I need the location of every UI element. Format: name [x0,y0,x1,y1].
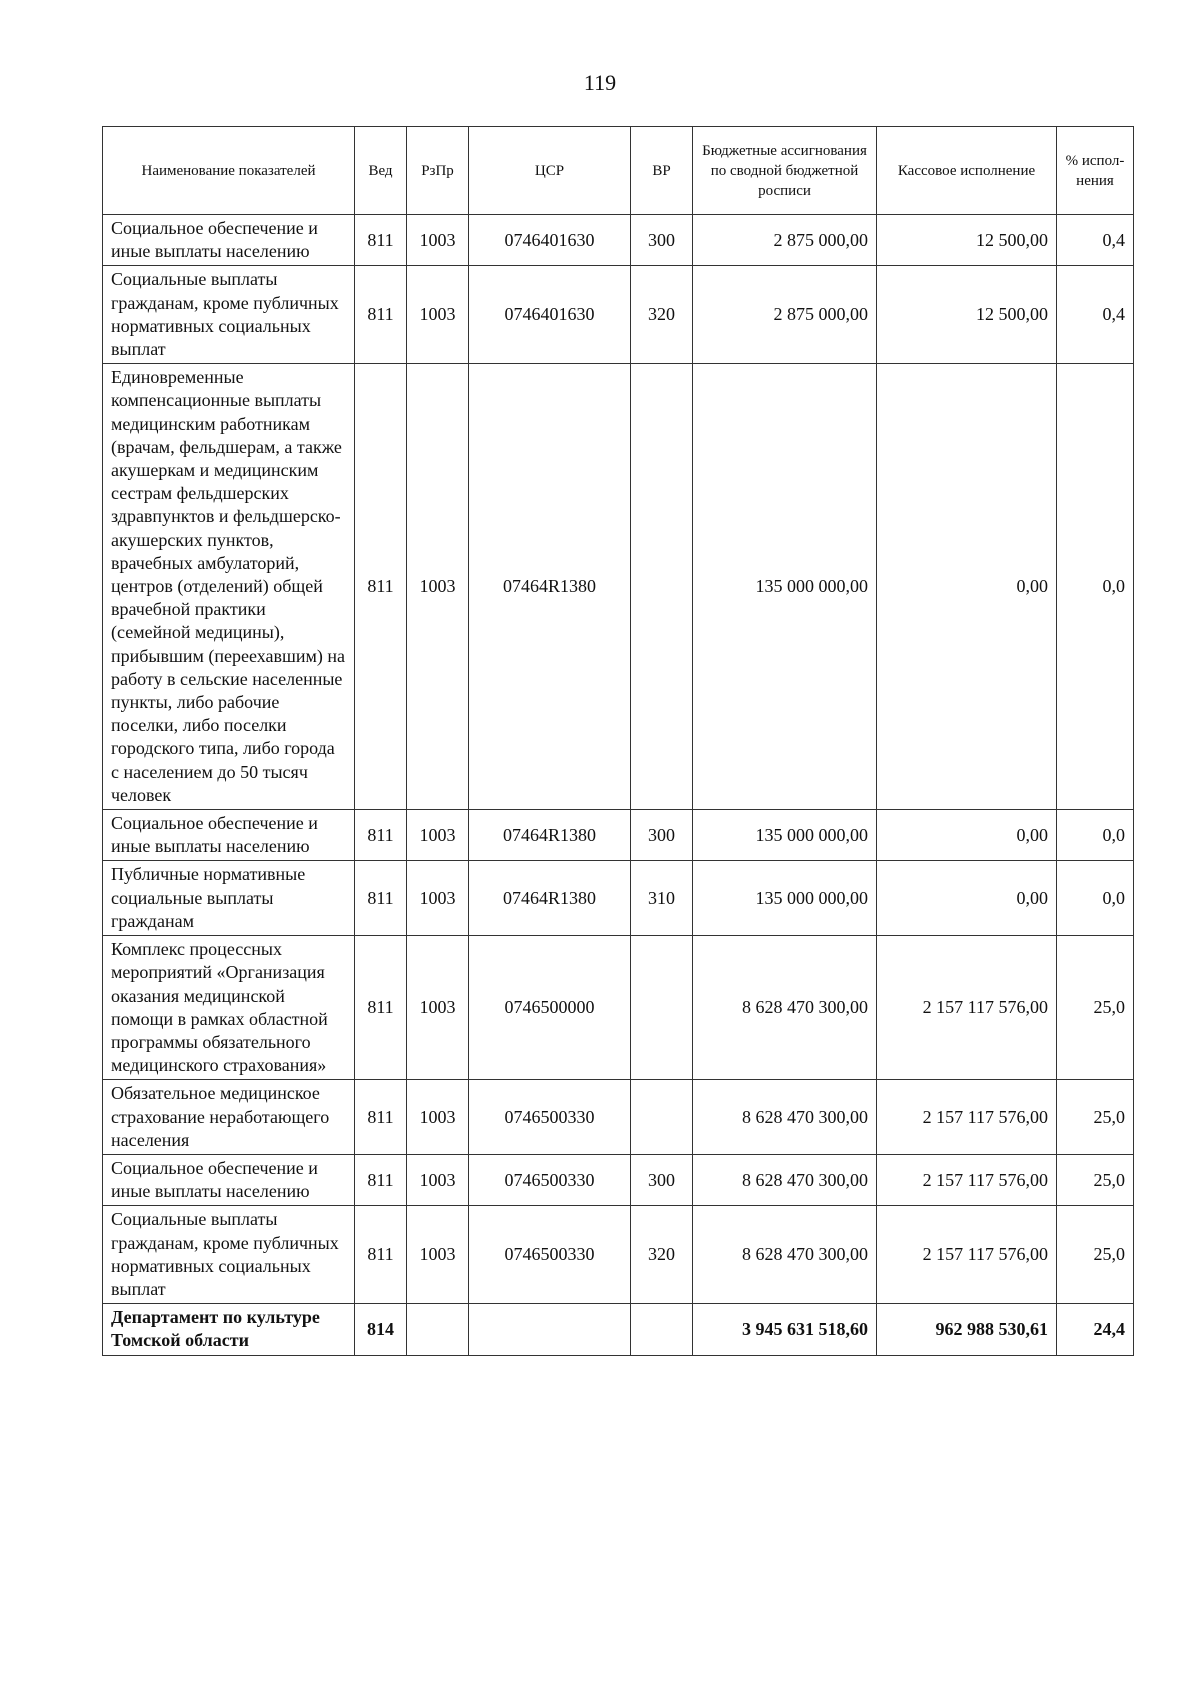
cell-ved: 811 [355,1080,407,1155]
cell-name: Социальное обеспечение и иные выплаты населению [103,1154,355,1205]
table-row [103,215,1134,266]
col-header-ved: Вед [355,127,407,215]
cell-cash-execution: 2 157 117 576,00 [877,1080,1057,1155]
cell-ved: 811 [355,936,407,1080]
cell-assignments: 2 875 000,00 [693,215,877,266]
col-header-rzpr: РзПр [407,127,469,215]
cell-cash-execution: 0,00 [877,364,1057,810]
cell-percent: 0,0 [1057,364,1134,810]
cell-ved: 811 [355,861,407,936]
table-row [103,936,1134,1080]
cell-percent: 25,0 [1057,1206,1134,1304]
cell-ved: 814 [355,1304,407,1355]
cell-assignments: 135 000 000,00 [693,861,877,936]
cell-percent: 0,4 [1057,266,1134,364]
cell-csr [469,1304,631,1355]
cell-vr [631,1080,693,1155]
cell-name: Единовременные компенсационные выплаты медицинским работникам (врачам, фельдшерам, а также акушеркам и медицинским сестрам фельдшерских здравпунктов и фельдшерско-акушерских пунктов, врачебных амбулаторий, центров (отделений) общей врачебной практики (семейной медицины), прибывшим (переехавшим) на работу в сельские населенные пункты, либо рабочие поселки, либо поселки городского типа, либо города с населением до 50 тысяч человек [103,364,355,810]
cell-rzpr [407,1304,469,1355]
cell-vr: 310 [631,861,693,936]
cell-assignments: 8 628 470 300,00 [693,936,877,1080]
cell-rzpr: 1003 [407,810,469,861]
cell-csr: 0746401630 [469,266,631,364]
cell-vr [631,364,693,810]
cell-cash-execution: 2 157 117 576,00 [877,1154,1057,1205]
cell-name: Комплекс процессных мероприятий «Организация оказания медицинской помощи в рамках областной программы обязательного медицинского страхования» [103,936,355,1080]
cell-cash-execution: 962 988 530,61 [877,1304,1057,1355]
cell-assignments: 8 628 470 300,00 [693,1080,877,1155]
cell-csr: 07464R1380 [469,861,631,936]
cell-assignments: 135 000 000,00 [693,364,877,810]
cell-cash-execution: 2 157 117 576,00 [877,936,1057,1080]
cell-vr [631,936,693,1080]
cell-rzpr: 1003 [407,215,469,266]
cell-ved: 811 [355,1154,407,1205]
cell-rzpr: 1003 [407,861,469,936]
cell-csr: 0746500330 [469,1080,631,1155]
cell-percent: 25,0 [1057,1080,1134,1155]
cell-rzpr: 1003 [407,266,469,364]
cell-csr: 0746500330 [469,1206,631,1304]
cell-vr: 300 [631,215,693,266]
cell-csr: 0746500330 [469,1154,631,1205]
table-row [103,364,1134,810]
col-header-name: Наименование показателей [103,127,355,215]
cell-rzpr: 1003 [407,1154,469,1205]
cell-assignments: 3 945 631 518,60 [693,1304,877,1355]
cell-vr: 300 [631,1154,693,1205]
cell-cash-execution: 2 157 117 576,00 [877,1206,1057,1304]
cell-cash-execution: 0,00 [877,810,1057,861]
cell-ved: 811 [355,810,407,861]
cell-csr: 07464R1380 [469,810,631,861]
cell-vr: 320 [631,266,693,364]
cell-cash-execution: 0,00 [877,861,1057,936]
cell-vr: 300 [631,810,693,861]
cell-vr [631,1304,693,1355]
cell-ved: 811 [355,364,407,810]
cell-rzpr: 1003 [407,364,469,810]
cell-rzpr: 1003 [407,1206,469,1304]
table-row [103,1154,1134,1205]
cell-rzpr: 1003 [407,1080,469,1155]
cell-rzpr: 1003 [407,936,469,1080]
table-row [103,1080,1134,1155]
cell-name: Социальные выплаты гражданам, кроме публичных нормативных социальных выплат [103,266,355,364]
cell-vr: 320 [631,1206,693,1304]
cell-name: Публичные нормативные социальные выплаты гражданам [103,861,355,936]
cell-percent: 0,0 [1057,861,1134,936]
cell-percent: 0,4 [1057,215,1134,266]
budget-execution-table [102,126,1134,1356]
table-row [103,861,1134,936]
cell-name: Социальное обеспечение и иные выплаты населению [103,215,355,266]
cell-percent: 0,0 [1057,810,1134,861]
cell-ved: 811 [355,266,407,364]
cell-assignments: 135 000 000,00 [693,810,877,861]
col-header-cash-execution: Кассовое исполнение [877,127,1057,215]
cell-assignments: 8 628 470 300,00 [693,1206,877,1304]
cell-cash-execution: 12 500,00 [877,266,1057,364]
col-header-csr: ЦСР [469,127,631,215]
page-number: 119 [583,70,617,95]
col-header-percent: % испол-нения [1057,127,1134,215]
cell-percent: 24,4 [1057,1304,1134,1355]
cell-name: Департамент по культуре Томской области [103,1304,355,1355]
col-header-assignments: Бюджетные ассигнования по сводной бюджетной росписи [693,127,877,215]
col-header-vr: ВР [631,127,693,215]
table-row [103,810,1134,861]
cell-name: Социальные выплаты гражданам, кроме публичных нормативных социальных выплат [103,1206,355,1304]
cell-ved: 811 [355,1206,407,1304]
cell-name: Социальное обеспечение и иные выплаты населению [103,810,355,861]
cell-percent: 25,0 [1057,936,1134,1080]
cell-assignments: 8 628 470 300,00 [693,1154,877,1205]
cell-csr: 07464R1380 [469,364,631,810]
cell-ved: 811 [355,215,407,266]
table-row [103,1206,1134,1304]
cell-name: Обязательное медицинское страхование неработающего населения [103,1080,355,1155]
cell-cash-execution: 12 500,00 [877,215,1057,266]
cell-csr: 0746500000 [469,936,631,1080]
table-row [103,1304,1134,1355]
cell-assignments: 2 875 000,00 [693,266,877,364]
cell-csr: 0746401630 [469,215,631,266]
table-header-row [103,127,1134,215]
cell-percent: 25,0 [1057,1154,1134,1205]
table-row [103,266,1134,364]
